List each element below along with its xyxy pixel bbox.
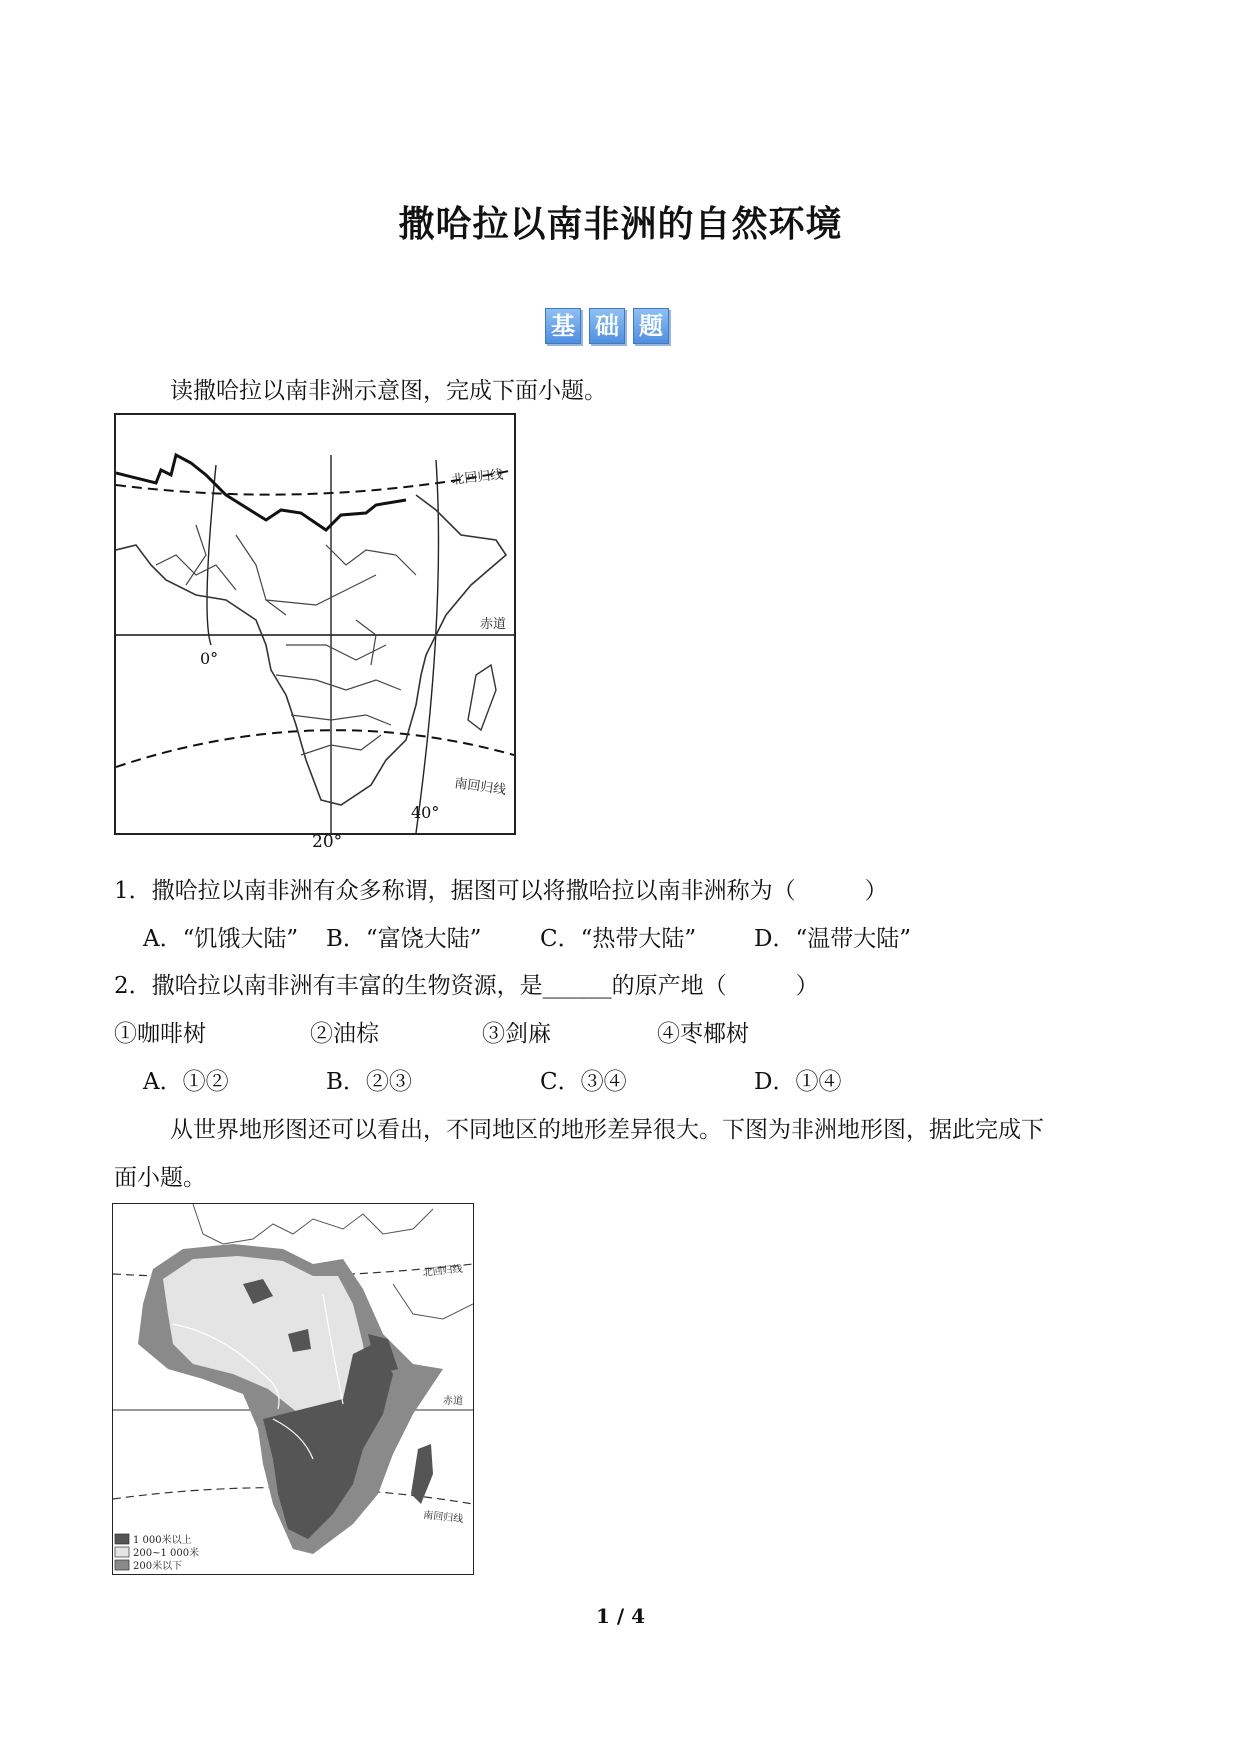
- legend-label-mid: 200~1 000米: [133, 1548, 200, 1559]
- legend-swatch-high: [115, 1534, 129, 1544]
- map2-label-equator: 赤道: [443, 1396, 463, 1407]
- question-2-stem: 2．撒哈拉以南非洲有丰富的生物资源，是______的原产地（ ）: [114, 973, 819, 999]
- q2-item-3: ③剑麻: [482, 1021, 551, 1047]
- map2-label-tropic-n: 北回归线: [422, 1263, 464, 1279]
- badge-char-1: 基: [545, 308, 581, 344]
- q2-item-2: ②油棕: [310, 1021, 379, 1047]
- legend-label-high: 1 000米以上: [133, 1535, 192, 1546]
- meridian-0: [207, 465, 216, 645]
- q2-option-b: B．②③: [326, 1069, 412, 1095]
- madagascar-terrain: [411, 1444, 433, 1504]
- arabia-coast: [393, 1284, 473, 1319]
- map1-label-tropic-s: 南回归线: [453, 776, 508, 799]
- map2-label-tropic-s: 南回归线: [422, 1510, 464, 1526]
- map1-label-lon-40: 40°: [411, 803, 440, 822]
- q2-option-d: D．①④: [754, 1069, 842, 1095]
- intro-paragraph-2-line-2: 面小题。: [114, 1165, 206, 1191]
- q1-option-b: B．“富饶大陆”: [326, 926, 482, 952]
- intro-paragraph-2-line-1: 从世界地形图还可以看出，不同地区的地形差异很大。下图为非洲地形图，据此完成下: [170, 1117, 1044, 1143]
- q2-option-c: C．③④: [540, 1069, 627, 1095]
- q2-item-4: ④枣椰树: [657, 1021, 749, 1047]
- intro-paragraph-1: 读撒哈拉以南非洲示意图，完成下面小题。: [170, 378, 607, 404]
- coastline: [116, 495, 506, 805]
- map2-legend: [115, 1533, 199, 1572]
- sahara-boundary: [116, 455, 406, 530]
- legend-swatch-low: [115, 1560, 129, 1570]
- map2-drawing: [113, 1204, 473, 1574]
- q1-option-a: A．“饥饿大陆”: [143, 926, 299, 952]
- map1-label-lon-0: 0°: [200, 649, 219, 668]
- badge-char-2: 础: [589, 308, 625, 344]
- meridian-40: [416, 460, 439, 833]
- country-borders: [156, 525, 416, 755]
- europe-coast: [193, 1204, 433, 1244]
- q2-item-1: ①咖啡树: [114, 1021, 206, 1047]
- map1-drawing: [116, 415, 514, 833]
- map-africa-terrain: [112, 1203, 474, 1575]
- q1-option-c: C．“热带大陆”: [540, 926, 697, 952]
- map1-label-tropic-n: 北回归线: [450, 467, 505, 488]
- legend-label-low: 200米以下: [133, 1561, 183, 1572]
- legend-swatch-mid: [115, 1547, 129, 1557]
- map1-label-lon-20: 20°: [312, 832, 343, 852]
- map-sub-saharan-africa: [114, 413, 516, 835]
- madagascar: [468, 665, 496, 730]
- page-title: 撒哈拉以南非洲的自然环境: [398, 204, 843, 245]
- page-number: 1 / 4: [595, 1604, 646, 1628]
- tropic-of-capricorn-line: [116, 730, 514, 767]
- badge-char-3: 题: [633, 308, 669, 344]
- q1-option-d: D．“温带大陆”: [754, 926, 911, 952]
- map1-label-equator: 赤道: [480, 617, 507, 632]
- section-badge: [545, 308, 669, 344]
- q2-option-a: A．①②: [143, 1069, 229, 1095]
- question-1-stem: 1．撒哈拉以南非洲有众多称谓，据图可以将撒哈拉以南非洲称为（ ）: [114, 878, 888, 904]
